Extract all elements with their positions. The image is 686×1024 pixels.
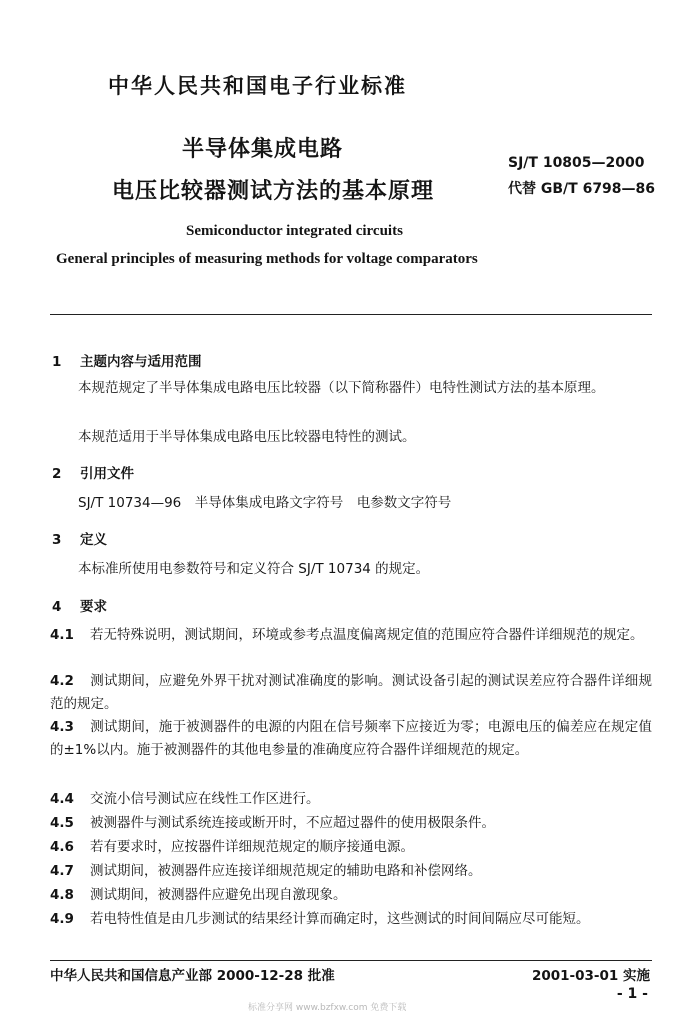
title-cn-line2: 电压比较器测试方法的基本原理	[112, 179, 435, 204]
item-number: 4.4	[50, 791, 74, 807]
item-number: 4.8	[50, 887, 74, 903]
section-title: 要求	[80, 599, 107, 615]
section-1-heading	[52, 350, 202, 370]
item-text: 交流小信号测试应在线性工作区进行。	[90, 791, 320, 807]
section-2-paragraph-1: SJ/T 10734—96 半导体集成电路文字符号 电参数文字符号	[78, 495, 452, 511]
section-number: 1	[52, 354, 62, 370]
item-number: 4.7	[50, 863, 74, 879]
section-title: 定义	[80, 532, 107, 548]
requirement-item	[50, 624, 652, 647]
section-number: 4	[52, 599, 62, 615]
section-title: 主题内容与适用范围	[80, 354, 202, 370]
item-number: 4.3	[50, 719, 74, 735]
section-1-paragraph-1: 本规范规定了半导体集成电路电压比较器（以下简称器件）电特性测试方法的基本原理。	[78, 380, 605, 396]
header-divider	[50, 314, 652, 315]
item-text: 被测器件与测试系统连接或断开时，不应超过器件的使用极限条件。	[90, 815, 495, 831]
item-text: 测试期间，被测器件应避免出现自激现象。	[90, 887, 347, 903]
item-text: 若电特性值是由几步测试的结果经计算而确定时，这些测试的时间间隔应尽可能短。	[90, 911, 590, 927]
effective-date: 2001-03-01 实施	[531, 968, 650, 984]
section-3-heading	[52, 528, 107, 548]
section-2-heading	[52, 462, 134, 482]
item-number: 4.5	[50, 815, 74, 831]
requirement-item	[50, 836, 652, 859]
item-text: 若无特殊说明，测试期间，环境或参考点温度偏离规定值的范围应符合器件详细规范的规定。	[90, 627, 644, 643]
item-text: 若有要求时，应按器件详细规范规定的顺序接通电源。	[90, 839, 414, 855]
issuer-approval: 中华人民共和国信息产业部 2000-12-28 批准	[50, 968, 335, 984]
item-text: 测试期间，被测器件应连接详细规范规定的辅助电路和补偿网络。	[90, 863, 482, 879]
item-number: 4.2	[50, 673, 74, 689]
requirement-item	[50, 812, 652, 835]
section-1-paragraph-2: 本规范适用于半导体集成电路电压比较器电特性的测试。	[78, 429, 416, 445]
section-3-paragraph-1: 本标准所使用电参数符号和定义符合 SJ/T 10734 的规定。	[78, 561, 430, 577]
page-number: - 1 -	[616, 986, 648, 1002]
item-text: 测试期间，施于被测器件的电源的内阻在信号频率下应接近为零；电源电压的偏差应在规定值的±1%以内。施于被测器件的其他电参量的准确度应符合器件详细规范的规定。	[50, 719, 652, 758]
section-number: 2	[52, 466, 62, 482]
replaces-code: 代替 GB/T 6798—86	[508, 181, 656, 197]
title-cn-line1: 半导体集成电路	[182, 137, 344, 162]
item-text: 测试期间，应避免外界干扰对测试准确度的影响。测试设备引起的测试误差应符合器件详细规范的规定。	[50, 673, 652, 712]
title-en-line2: General principles of measuring methods for voltage comparators	[56, 251, 478, 267]
item-number: 4.9	[50, 911, 74, 927]
section-number: 3	[52, 532, 62, 548]
item-number: 4.6	[50, 839, 74, 855]
requirement-item	[50, 908, 652, 931]
requirement-item	[50, 884, 652, 907]
watermark: 标准分享网 www.bzfxw.com 免费下载	[248, 1003, 407, 1013]
requirement-item	[50, 670, 652, 716]
footer-divider	[50, 960, 652, 961]
title-en-line1: Semiconductor integrated circuits	[186, 223, 403, 239]
item-number: 4.1	[50, 627, 74, 643]
requirement-item	[50, 716, 652, 762]
requirement-item	[50, 860, 652, 883]
industry-standard-title: 中华人民共和国电子行业标准	[108, 74, 407, 98]
standard-code: SJ/T 10805—2000	[508, 155, 645, 171]
section-title: 引用文件	[80, 466, 134, 482]
requirement-item	[50, 788, 652, 811]
section-4-heading	[52, 595, 107, 615]
